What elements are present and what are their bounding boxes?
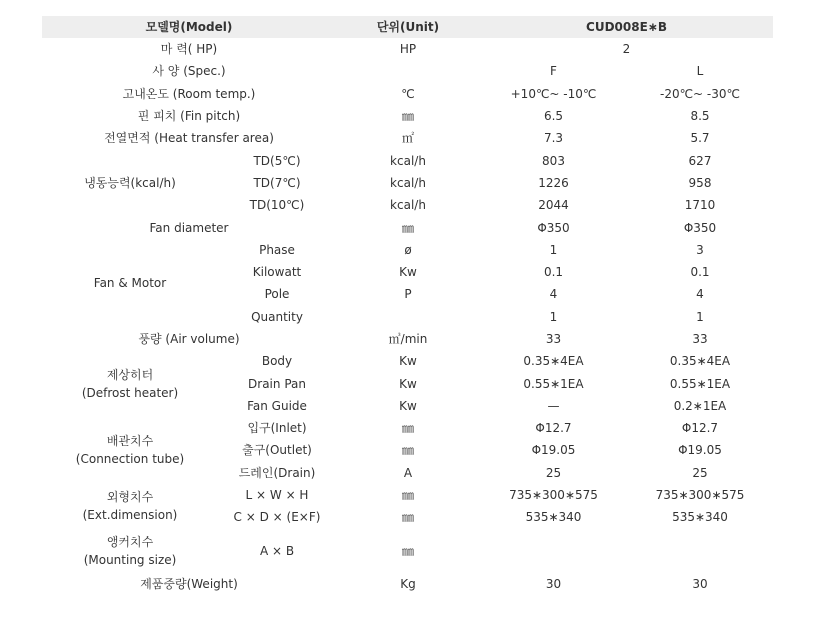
row-sublabel: Drain Pan xyxy=(248,376,306,391)
row-sublabel: Phase xyxy=(259,242,295,257)
header-model: 모델명(Model) xyxy=(42,16,336,38)
row-value-l: -20℃~ -30℃ xyxy=(659,86,741,101)
row-value-f xyxy=(480,529,627,573)
group-label-en: (Ext.dimension) xyxy=(82,508,178,523)
row-value-f: 6.5 xyxy=(543,109,564,124)
row-value-l: 4 xyxy=(696,287,704,302)
row-value-l: 25 xyxy=(692,465,708,480)
row-unit: ㎜ xyxy=(401,109,414,124)
row-unit: ㎥/min xyxy=(388,332,428,346)
row-label: 핀 피치 (Fin pitch) xyxy=(137,109,241,124)
row-unit: ø xyxy=(404,242,412,257)
table-row xyxy=(42,216,773,238)
row-unit: ㎜ xyxy=(401,220,414,235)
row-value-f: 2044 xyxy=(538,198,569,213)
row-value-f: 0.35∗4EA xyxy=(523,354,584,369)
row-sublabel: L × W × H xyxy=(245,488,309,503)
row-value-f: Φ19.05 xyxy=(531,443,576,458)
row-label: Fan diameter xyxy=(149,220,229,235)
row-unit: ㎡ xyxy=(401,131,414,146)
row-value-f: 7.3 xyxy=(543,131,564,146)
row-sublabel: Kilowatt xyxy=(252,265,302,280)
row-label: 제품중량(Weight) xyxy=(140,576,238,591)
row-value-f: F xyxy=(550,64,557,79)
group-label-ko: 배관치수 xyxy=(106,434,154,449)
row-value-l: Φ19.05 xyxy=(678,443,722,458)
table-row xyxy=(42,484,773,506)
row-value-l: 0.1 xyxy=(690,265,710,280)
row-value-l: L xyxy=(696,64,704,79)
row-sublabel: C × D × (E×F) xyxy=(233,510,321,525)
row-value-l: Φ350 xyxy=(683,220,717,235)
row-value-f: 25 xyxy=(545,465,562,480)
row-unit: ℃ xyxy=(401,86,415,101)
row-sublabel: Pole xyxy=(264,287,290,302)
table-row xyxy=(42,83,773,105)
table-row xyxy=(42,417,773,439)
row-value-f: 0.55∗1EA xyxy=(523,376,584,391)
row-sublabel: A × B xyxy=(259,543,295,558)
table-header-row xyxy=(42,16,773,38)
group-label: 냉동능력(kcal/h) xyxy=(84,175,176,190)
row-label: 고내온도 (Room temp.) xyxy=(122,86,256,101)
row-unit: kcal/h xyxy=(390,198,426,213)
table-row xyxy=(42,350,773,372)
row-value-l: 5.7 xyxy=(690,131,710,146)
table-row xyxy=(42,60,773,82)
row-value-l: 958 xyxy=(688,175,712,190)
row-label: 전열면적 (Heat transfer area) xyxy=(104,131,274,146)
table-row xyxy=(42,105,773,127)
row-sublabel: Quantity xyxy=(251,309,303,324)
row-value-f: 30 xyxy=(545,576,562,591)
row-unit: Kw xyxy=(399,354,417,369)
table-row xyxy=(42,328,773,350)
group-label xyxy=(42,529,218,573)
row-value-f: 1 xyxy=(549,309,558,324)
group-label-ko: 앵커치수 xyxy=(106,534,154,549)
header-unit: 단위(Unit) xyxy=(336,16,480,38)
row-value-f: Φ350 xyxy=(537,220,570,235)
row-sublabel: 출구(Outlet) xyxy=(242,443,312,458)
row-label: 사 양 (Spec.) xyxy=(152,64,226,79)
table-row xyxy=(42,127,773,149)
group-label-en: (Connection tube) xyxy=(75,452,185,467)
row-value-f: — xyxy=(547,398,560,413)
row-value-l: 735∗300∗575 xyxy=(655,488,745,503)
row-sublabel: 드레인(Drain) xyxy=(238,465,316,480)
row-unit: HP xyxy=(399,42,417,57)
row-unit: ㎜ xyxy=(401,543,414,558)
row-value-f: 33 xyxy=(545,332,562,346)
row-value-l: 3 xyxy=(696,242,704,257)
row-value-f: 4 xyxy=(549,287,558,302)
row-unit: Kw xyxy=(399,398,417,413)
row-unit: ㎜ xyxy=(401,443,414,458)
row-value-l: 33 xyxy=(692,332,708,346)
row-unit: Kw xyxy=(399,265,417,280)
row-value-f: Φ12.7 xyxy=(535,421,572,436)
row-unit: Kg xyxy=(400,576,416,591)
group-label-ko: 외형치수 xyxy=(106,490,154,505)
row-unit: P xyxy=(404,287,412,302)
group-label xyxy=(42,484,218,529)
row-value-l: 8.5 xyxy=(690,109,710,124)
row-value-l: 0.2∗1EA xyxy=(673,398,727,413)
group-label-en: (Mounting size) xyxy=(83,552,177,567)
row-value-l: Φ12.7 xyxy=(681,421,719,436)
row-value-f: 0.1 xyxy=(543,265,564,280)
row-label: 풍량 (Air volume) xyxy=(138,332,240,346)
row-sublabel: Fan Guide xyxy=(247,398,307,413)
row-value-l: 535∗340 xyxy=(672,510,728,525)
group-label xyxy=(42,350,218,417)
row-unit: A xyxy=(403,465,413,480)
row-unit: ㎜ xyxy=(401,421,414,436)
row-value-l: 0.55∗1EA xyxy=(669,376,731,391)
row-value-f: 803 xyxy=(542,153,565,168)
row-sublabel: TD(10℃) xyxy=(249,198,305,213)
row-sublabel: TD(7℃) xyxy=(253,175,301,190)
table-row xyxy=(42,529,773,573)
row-value-f: 1 xyxy=(549,242,558,257)
row-value-f: 735∗300∗575 xyxy=(509,488,598,503)
row-unit: ㎜ xyxy=(401,510,414,525)
row-value-f: +10℃~ -10℃ xyxy=(510,86,597,101)
row-unit: ㎜ xyxy=(401,488,414,503)
group-label: Fan & Motor xyxy=(93,276,167,291)
row-sublabel: TD(5℃) xyxy=(253,153,301,168)
table-row xyxy=(42,573,773,595)
row-sublabel: Body xyxy=(261,354,293,369)
row-value: 2 xyxy=(622,42,631,57)
row-unit: kcal/h xyxy=(390,153,426,168)
group-label-en: (Defrost heater) xyxy=(81,385,179,400)
header-product: CUD008E∗B xyxy=(480,16,773,38)
group-label xyxy=(42,417,218,484)
row-unit: Kw xyxy=(399,376,417,391)
table-row xyxy=(42,149,773,171)
row-label: 마 력( HP) xyxy=(160,42,218,57)
table-row xyxy=(42,239,773,261)
row-unit: kcal/h xyxy=(390,175,426,190)
row-value-l: 627 xyxy=(688,153,712,168)
table-row xyxy=(42,38,773,60)
group-label-ko: 제상히터 xyxy=(106,367,154,382)
row-unit xyxy=(336,306,480,328)
row-value-l xyxy=(627,529,773,573)
row-value-l: 1710 xyxy=(684,198,716,213)
row-value-f: 1226 xyxy=(538,175,569,190)
spec-table xyxy=(42,16,773,595)
row-value-l: 1 xyxy=(696,309,704,324)
row-unit xyxy=(336,60,480,82)
row-value-l: 0.35∗4EA xyxy=(669,354,731,369)
row-sublabel: 입구(Inlet) xyxy=(247,421,307,436)
row-value-f: 535∗340 xyxy=(525,510,582,525)
row-value-l: 30 xyxy=(692,576,708,591)
